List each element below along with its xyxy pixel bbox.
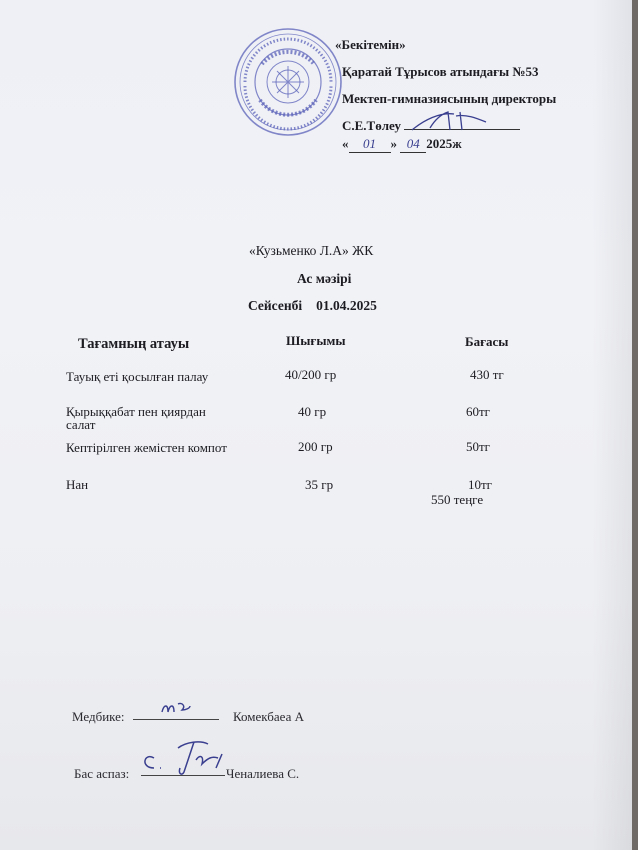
approval-school-line: Қаратай Тұрысов атындағы №53 bbox=[342, 64, 539, 79]
signer-name: С.Е.Төлеу bbox=[342, 118, 401, 133]
chef-name: Ченалиева С. bbox=[226, 766, 300, 781]
approval-director-line: Мектеп-гимназиясының директоры bbox=[342, 91, 557, 106]
menu-total: 550 теңге bbox=[431, 492, 484, 507]
nurse-signature-line bbox=[133, 719, 219, 720]
row-2-yield: 40 гр bbox=[298, 404, 327, 419]
row-4-price: 10тг bbox=[468, 477, 493, 492]
header-price: Бағасы bbox=[465, 334, 509, 349]
row-4-dish: Нан bbox=[66, 477, 89, 492]
date-month: 04 bbox=[400, 136, 426, 153]
row-3-price: 50тг bbox=[466, 439, 491, 454]
official-seal-stamp bbox=[232, 26, 344, 138]
nurse-signature bbox=[160, 698, 192, 716]
row-1-price: 430 тг bbox=[470, 367, 504, 382]
menu-title: Ас мәзірі bbox=[297, 271, 352, 286]
chef-signature bbox=[138, 738, 228, 776]
row-1-yield: 40/200 гр bbox=[285, 367, 337, 382]
row-1-dish: Тауық еті қосылған палау bbox=[66, 369, 209, 384]
chef-label: Бас аспаз: bbox=[74, 766, 130, 781]
menu-day: Сейсенбі bbox=[248, 298, 303, 313]
date-close-quote: » bbox=[390, 136, 397, 151]
date-day: 01 bbox=[349, 136, 391, 153]
row-4-yield: 35 гр bbox=[305, 477, 334, 492]
director-signature bbox=[410, 108, 490, 136]
row-3-dish: Кептірілген жемістен компот bbox=[66, 440, 227, 455]
row-2-price: 60тг bbox=[466, 404, 491, 419]
header-yield: Шығымы bbox=[286, 333, 346, 348]
nurse-name: Комекбаеа А bbox=[233, 709, 304, 724]
approval-date bbox=[342, 136, 462, 153]
date-open-quote: « bbox=[342, 136, 349, 151]
header-dish-name: Тағамның атауы bbox=[78, 336, 190, 352]
menu-date: 01.04.2025 bbox=[316, 298, 377, 313]
row-3-yield: 200 гр bbox=[298, 439, 333, 454]
approval-title: «Бекітемін» bbox=[335, 37, 406, 52]
date-year: 2025ж bbox=[426, 136, 462, 151]
row-2-dish: Қырыққабат пен қиярдан салат bbox=[66, 404, 206, 432]
company-name: «Кузьменко Л.А» ЖК bbox=[249, 243, 374, 258]
nurse-label: Медбике: bbox=[72, 709, 125, 724]
menu-day-date bbox=[248, 298, 377, 314]
